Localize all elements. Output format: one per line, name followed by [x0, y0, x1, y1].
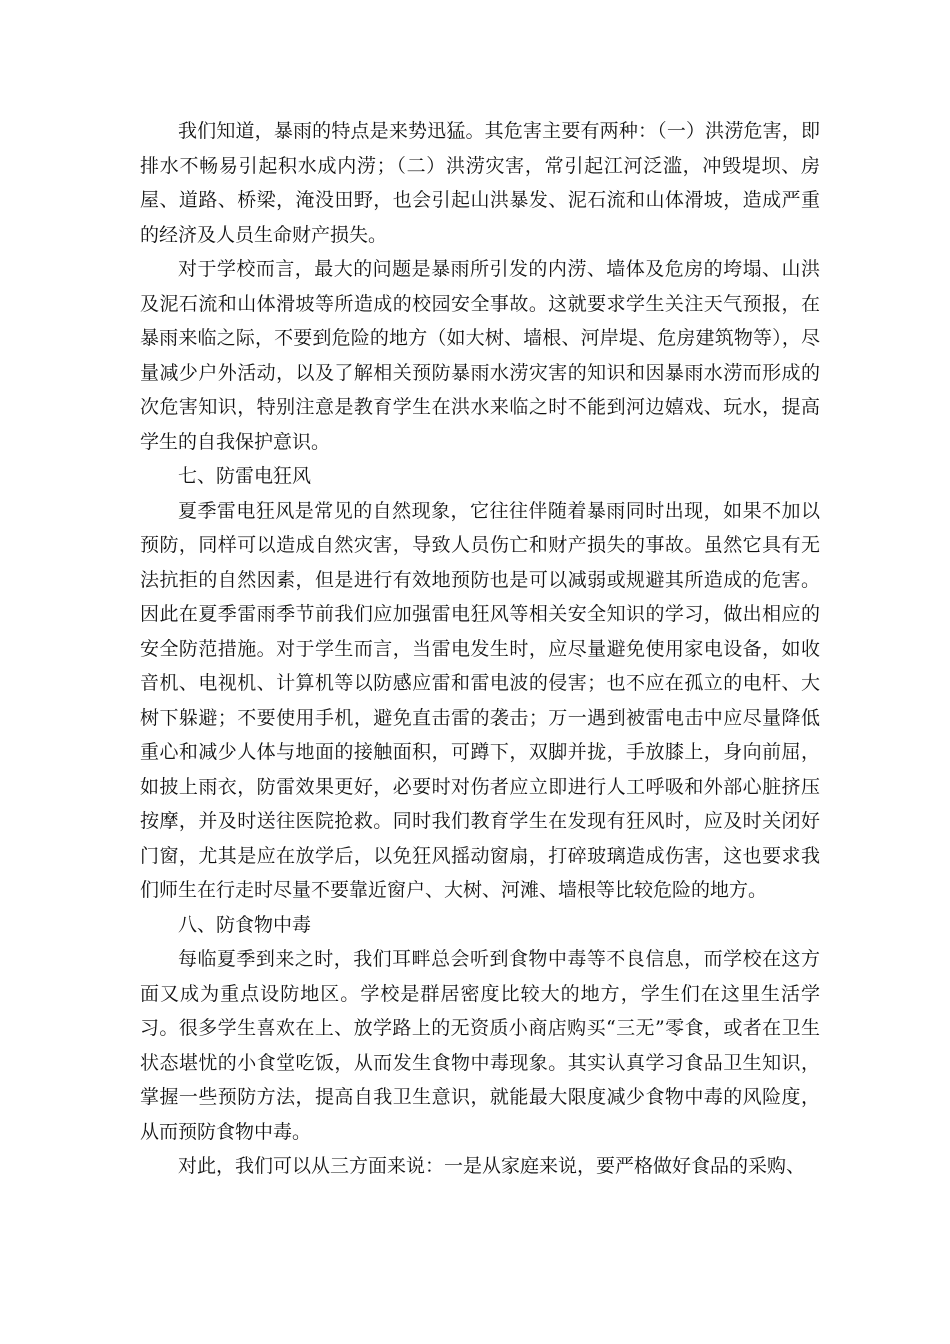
paragraph-rainstorm-hazards: 我们知道，暴雨的特点是来势迅猛。其危害主要有两种：（一）洪涝危害，即排水不畅易引起积水成内涝；（二）洪涝灾害，常引起江河泛滥，冲毁堤坝、房屋、道路、桥梁，淹没田野，也会引起山洪暴发、泥石流和山体滑坡，造成严重的经济及人员生命财产损失。 — [140, 120, 820, 246]
paragraph-school-rainstorm-safety: 对于学校而言，最大的问题是暴雨所引发的内涝、墙体及危房的垮塌、山洪及泥石流和山体滑坡等所造成的校园安全事故。这就要求学生关注天气预报，在暴雨来临之际，不要到危险的地方（如大树、墙根、河岸堤、危房建筑物等），尽量减少户外活动，以及了解相关预防暴雨水涝灾害的知识和因暴雨水涝而形成的次危害知识，特别注意是教育学生在洪水来临之时不能到河边嬉戏、玩水，提高学生的自我保护意识。 — [140, 258, 820, 453]
paragraph-lightning-wind: 夏季雷电狂风是常见的自然现象，它往往伴随着暴雨同时出现，如果不加以预防，同样可以造成自然灾害，导致人员伤亡和财产损失的事故。虽然它具有无法抗拒的自然因素，但是进行有效地预防也是可以减弱或规避其所造成的危害。因此在夏季雷雨季节前我们应加强雷电狂风等相关安全知识的学习，做出相应的安全防范措施。对于学生而言，当雷电发生时，应尽量避免使用家电设备，如收音机、电视机、计算机等以防感应雷和雷电波的侵害；也不应在孤立的电杆、大树下躲避；不要使用手机，避免直击雷的袭击；万一遇到被雷电击中应尽量降低重心和减少人体与地面的接触面积，可蹲下，双脚并拢，手放膝上，身向前屈，如披上雨衣，防雷效果更好，必要时对伤者应立即进行人工呼吸和外部心脏挤压按摩，并及时送往医院抢救。同时我们教育学生在发现有狂风时，应及时关闭好门窗，尤其是应在放学后，以免狂风摇动窗扇，打碎玻璃造成伤害，这也要求我们师生在行走时尽量不要靠近窗户、大树、河滩、墙根等比较危险的地方。 — [140, 499, 820, 901]
paragraph-food-poisoning: 每临夏季到来之时，我们耳畔总会听到食物中毒等不良信息，而学校在这方面又成为重点设防地区。学校是群居密度比较大的地方，学生们在这里生活学习。很多学生喜欢在上、放学路上的无资质小商店购买“三无”零食，或者在卫生状态堪忧的小食堂吃饭，从而发生食物中毒现象。其实认真学习食品卫生知识，掌握一些预防方法，提高自我卫生意识，就能最大限度减少食物中毒的风险度，从而预防食物中毒。 — [140, 948, 820, 1143]
document-page — [140, 114, 820, 1184]
section-heading-food-poisoning: 八、防食物中毒 — [178, 913, 312, 936]
paragraph-three-aspects: 对此，我们可以从三方面来说：一是从家庭来说，要严格做好食品的采购、 — [178, 1155, 806, 1177]
section-heading-lightning-wind: 七、防雷电狂风 — [178, 465, 312, 487]
